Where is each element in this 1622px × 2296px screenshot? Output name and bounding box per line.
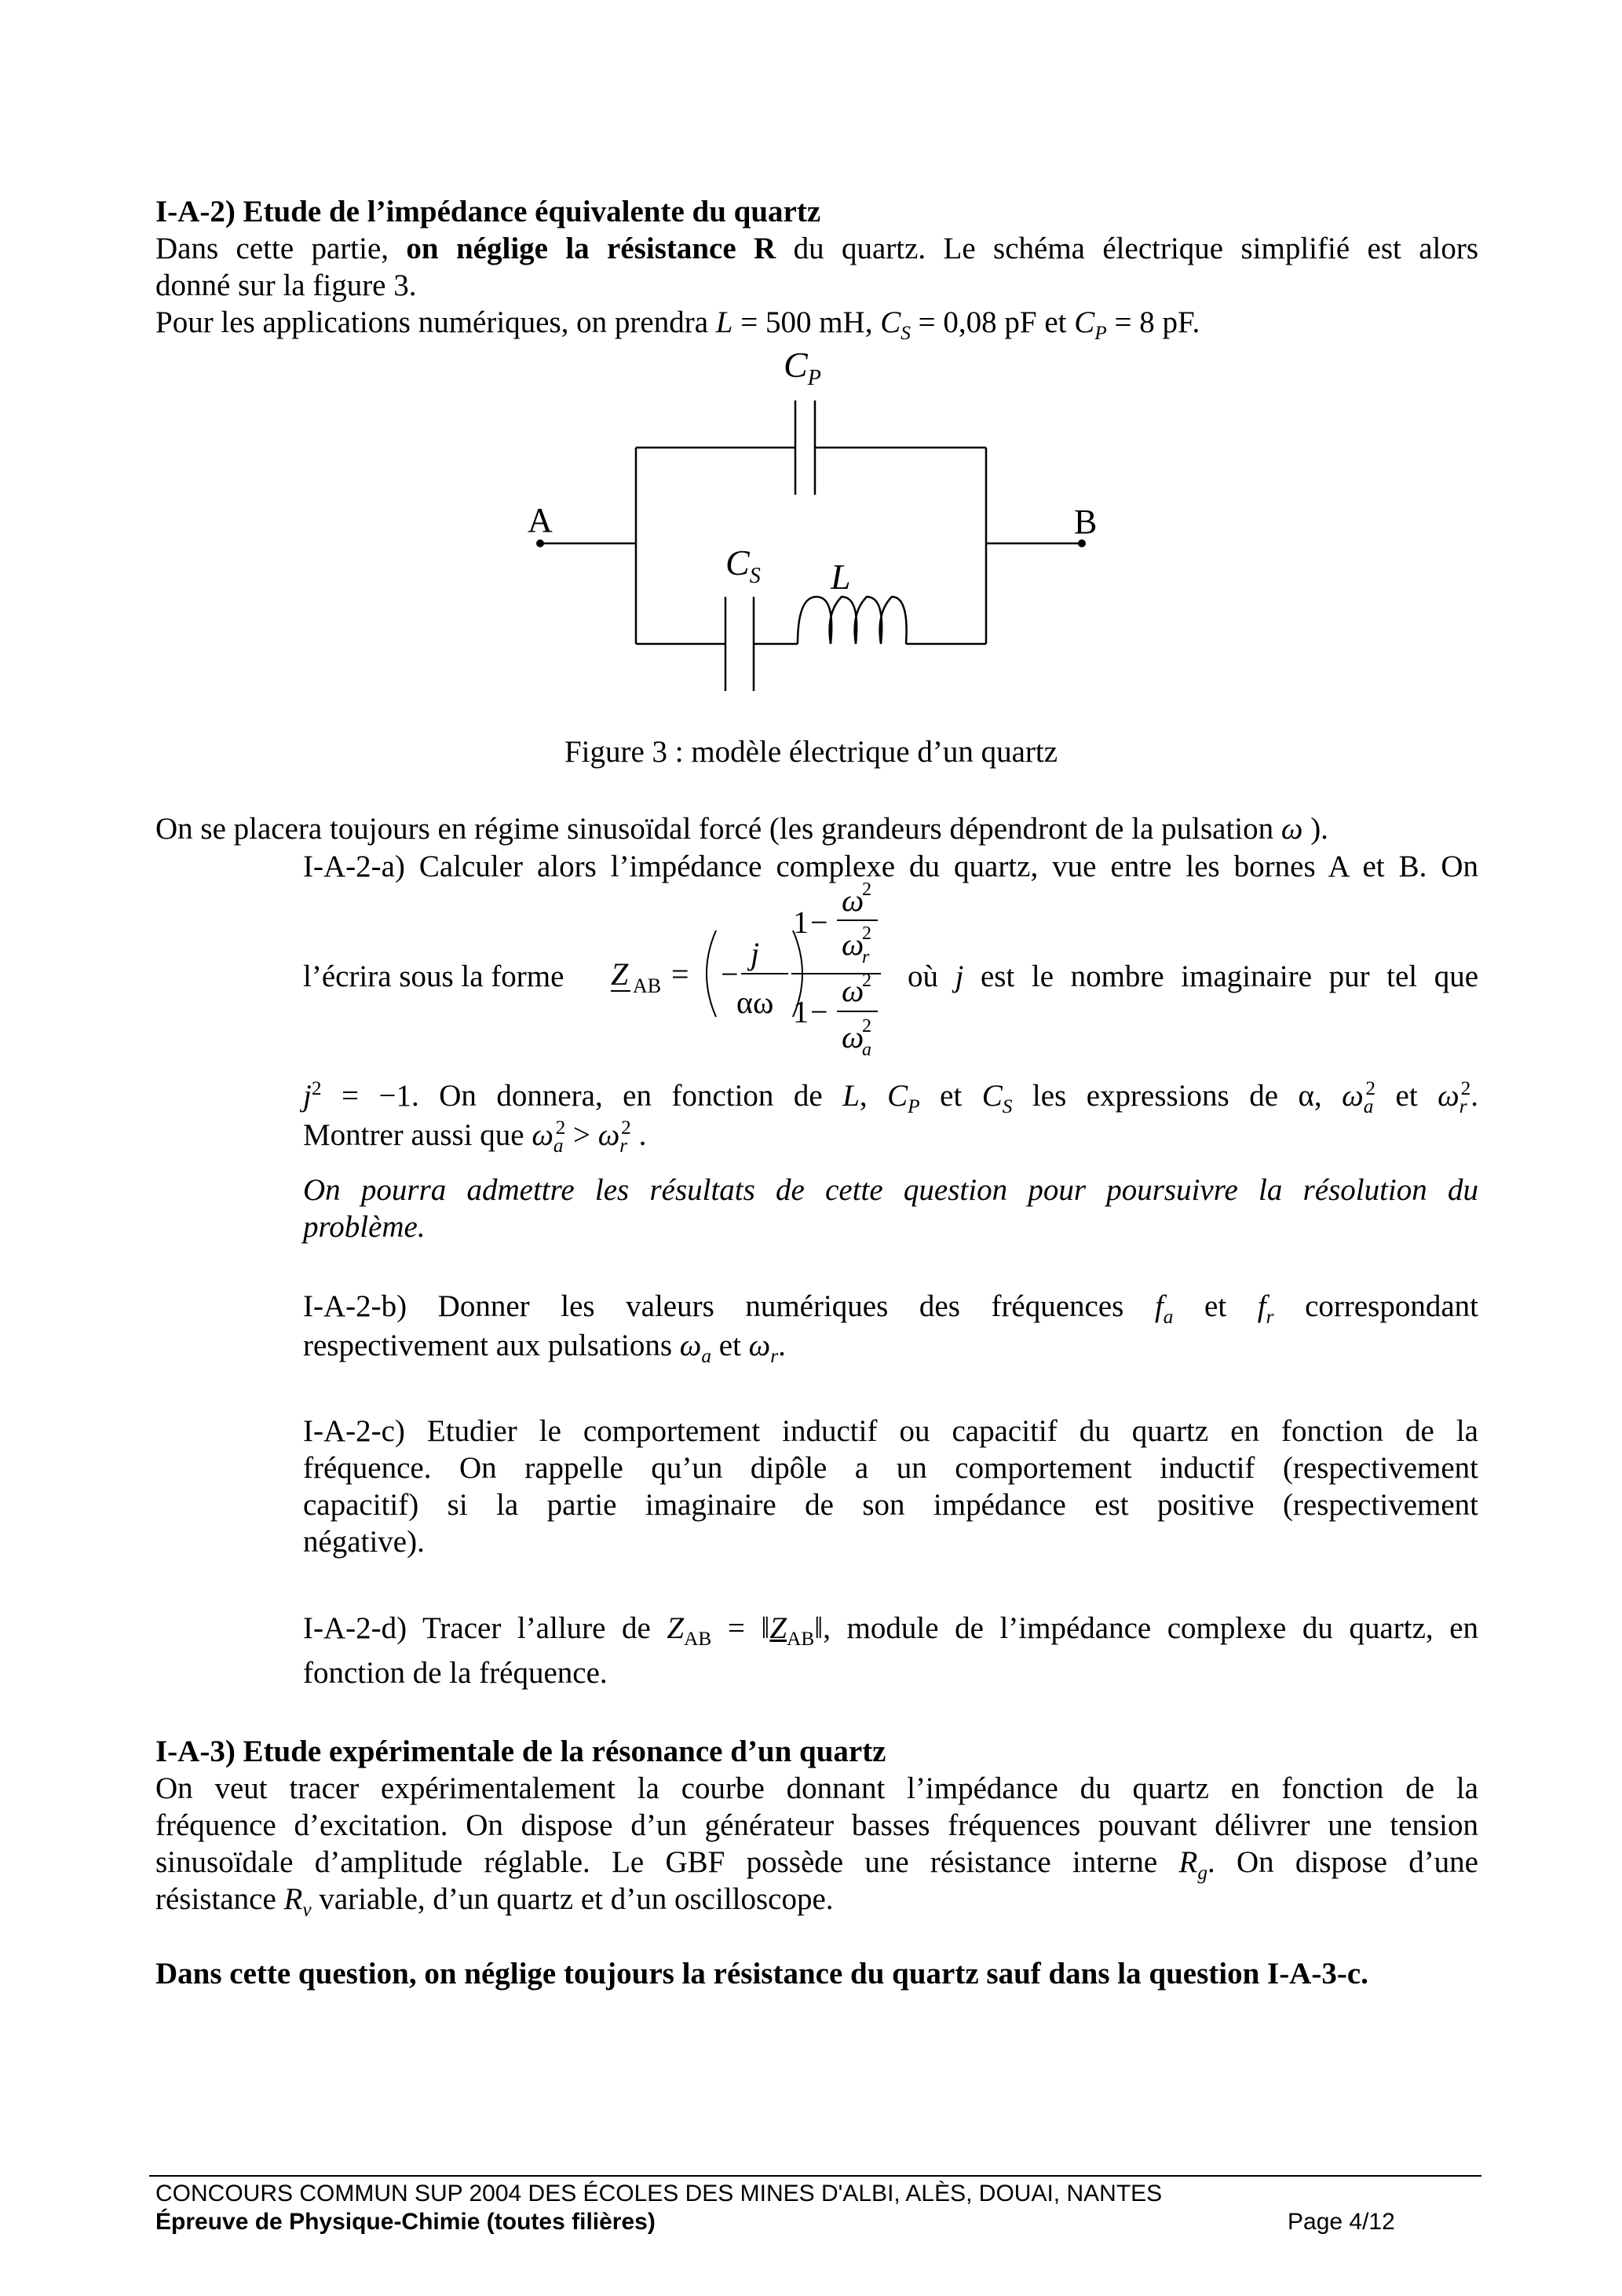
formula-z: Z [611,956,629,992]
svg-text:−: − [810,994,828,1029]
svg-text:2: 2 [862,923,871,944]
section-title-ia3: I-A-3) Etude expérimentale de la résonance d’un quartz [155,1735,886,1768]
l-value: = 500 mH, [732,305,881,339]
qc-line-3: capacitif) si la partie imaginaire de son impédance est positive (respectivement [303,1488,1478,1522]
footer-line-2: Épreuve de Physique-Chimie (toutes filières) [155,2209,656,2235]
section-title-ia2: I-A-2) Etude de l’impédance équivalente du quartz [155,195,821,229]
formula-one-den: 1 [793,994,809,1029]
formula-eq: = [671,956,689,992]
intro-text-b: du quartz. Le schéma électrique simplifié est alors [776,232,1479,265]
footer-line-1: CONCOURS COMMUN SUP 2004 DES ÉCOLES DES MINES D'ALBI, ALÈS, DOUAI, NANTES [155,2181,1163,2206]
svg-text:−: − [810,905,828,940]
svg-text:a: a [862,1040,871,1060]
qc-line-1: I-A-2-c) Etudier le comportement inductif ou capacitif du quartz en fonction de la [303,1414,1478,1448]
label-a: A [528,501,553,539]
qb-line-1: I-A-2-b) Donner les valeurs numériques des fréquences $f_a$ et $f_r$ correspondant [303,1289,1479,1328]
intro-line-2: donné sur la figure 3. [155,269,417,302]
regime-end: ). [1302,812,1328,846]
qc-line-2: fréquence. On rappelle qu’un dipôle a un comportement inductif (respectivement [303,1451,1478,1485]
ia3-bold-note: Dans cette question, on néglige toujours la résistance du quartz sauf dans la question I-A-3-c. [155,1957,1368,1991]
label-cp: $C_P$ [784,345,821,391]
qa-line-4: Montrer aussi que $\omega_a^2 > \omega_r^2$ . [303,1117,647,1157]
svg-text:2: 2 [862,1016,871,1036]
qa-line-2-post: où j est le nombre imaginaire pur tel que [908,960,1479,993]
formula-z-sub: AB [633,974,662,997]
formula-one-num: 1 [793,905,809,940]
qa-line-2-pre: l’écrira sous la forme [303,960,564,993]
label-l: L [831,557,851,597]
numeric-prefix: Pour les applications numériques, on prendra [155,305,716,339]
cp-symbol: C [1074,305,1095,339]
ia3-line-2: fréquence d’excitation. On dispose d’un générateur basses fréquences pouvant délivrer une tension [155,1808,1478,1842]
regime-text: On se placera toujours en régime sinusoïdal forcé (les grandeurs dépendront de la pulsation [155,812,1281,846]
intro-bold: on néglige la résistance R [406,232,776,265]
formula-j: j [751,936,760,971]
formula-alpha-omega: αω [736,985,774,1020]
label-b: B [1074,503,1098,541]
figure-caption: Figure 3 : modèle électrique d’un quartz [564,735,1058,769]
footer-page-number: Page 4/12 [1288,2209,1395,2235]
qa-italic-2: problème. [303,1210,426,1244]
svg-text:ω: ω [842,927,864,962]
ia3-line-1: On veut tracer expérimentalement la courbe donnant l’impédance du quartz en fonction de la [155,1771,1478,1805]
qb-line-2: respectivement aux pulsations $\omega_a$ et $\omega_r$. [303,1329,786,1367]
svg-text:ω: ω [842,1019,864,1055]
qd-line-1: I-A-2-d) Tracer l’allure de $Z_{AB}$ = $‖Z_{AB}‖$, module de l’impédance complexe du quartz, en [303,1611,1478,1650]
qa-italic-1: On pourra admettre les résultats de cette question pour poursuivre la résolution du [303,1173,1478,1207]
label-cs: $C_S$ [725,543,761,589]
svg-text:r: r [862,947,870,967]
l-symbol: L [715,305,733,339]
cp-sub: P [1094,321,1107,344]
intro-text-a: Dans cette partie, [155,232,407,265]
svg-text:2: 2 [862,971,871,991]
svg-text:2: 2 [862,879,871,900]
regime-omega: ω [1280,812,1303,846]
ia3-line-3: sinusoïdale d’amplitude réglable. Le GBF possède une résistance interne $R_g$. On dispose d’une [155,1845,1478,1884]
svg-text:ω: ω [842,973,864,1008]
svg-text:ω: ω [842,883,864,918]
cs-symbol: C [880,305,901,339]
qa-line-3: $j^2 = -1$. On donnera, en fonction de L, $C_P$ et $C_S$ les expressions de α, $\omega_a^2$ et $\omega_r^2$. [303,1077,1479,1117]
cs-value: = 0,08 pF et [910,305,1075,339]
cp-value: = 8 pF. [1106,305,1200,339]
qa-line-1: I-A-2-a) Calculer alors l’impédance complexe du quartz, vue entre les bornes A et B. On [303,850,1478,883]
formula-minus: − [721,956,739,992]
footer-rule [149,2175,1481,2177]
qc-line-4: négative). [303,1525,425,1559]
cs-sub: S [901,321,911,344]
ia3-line-4: résistance $R_v$ variable, d’un quartz et d’un oscilloscope. [155,1882,834,1921]
qd-line-2: fonction de la fréquence. [303,1656,608,1690]
